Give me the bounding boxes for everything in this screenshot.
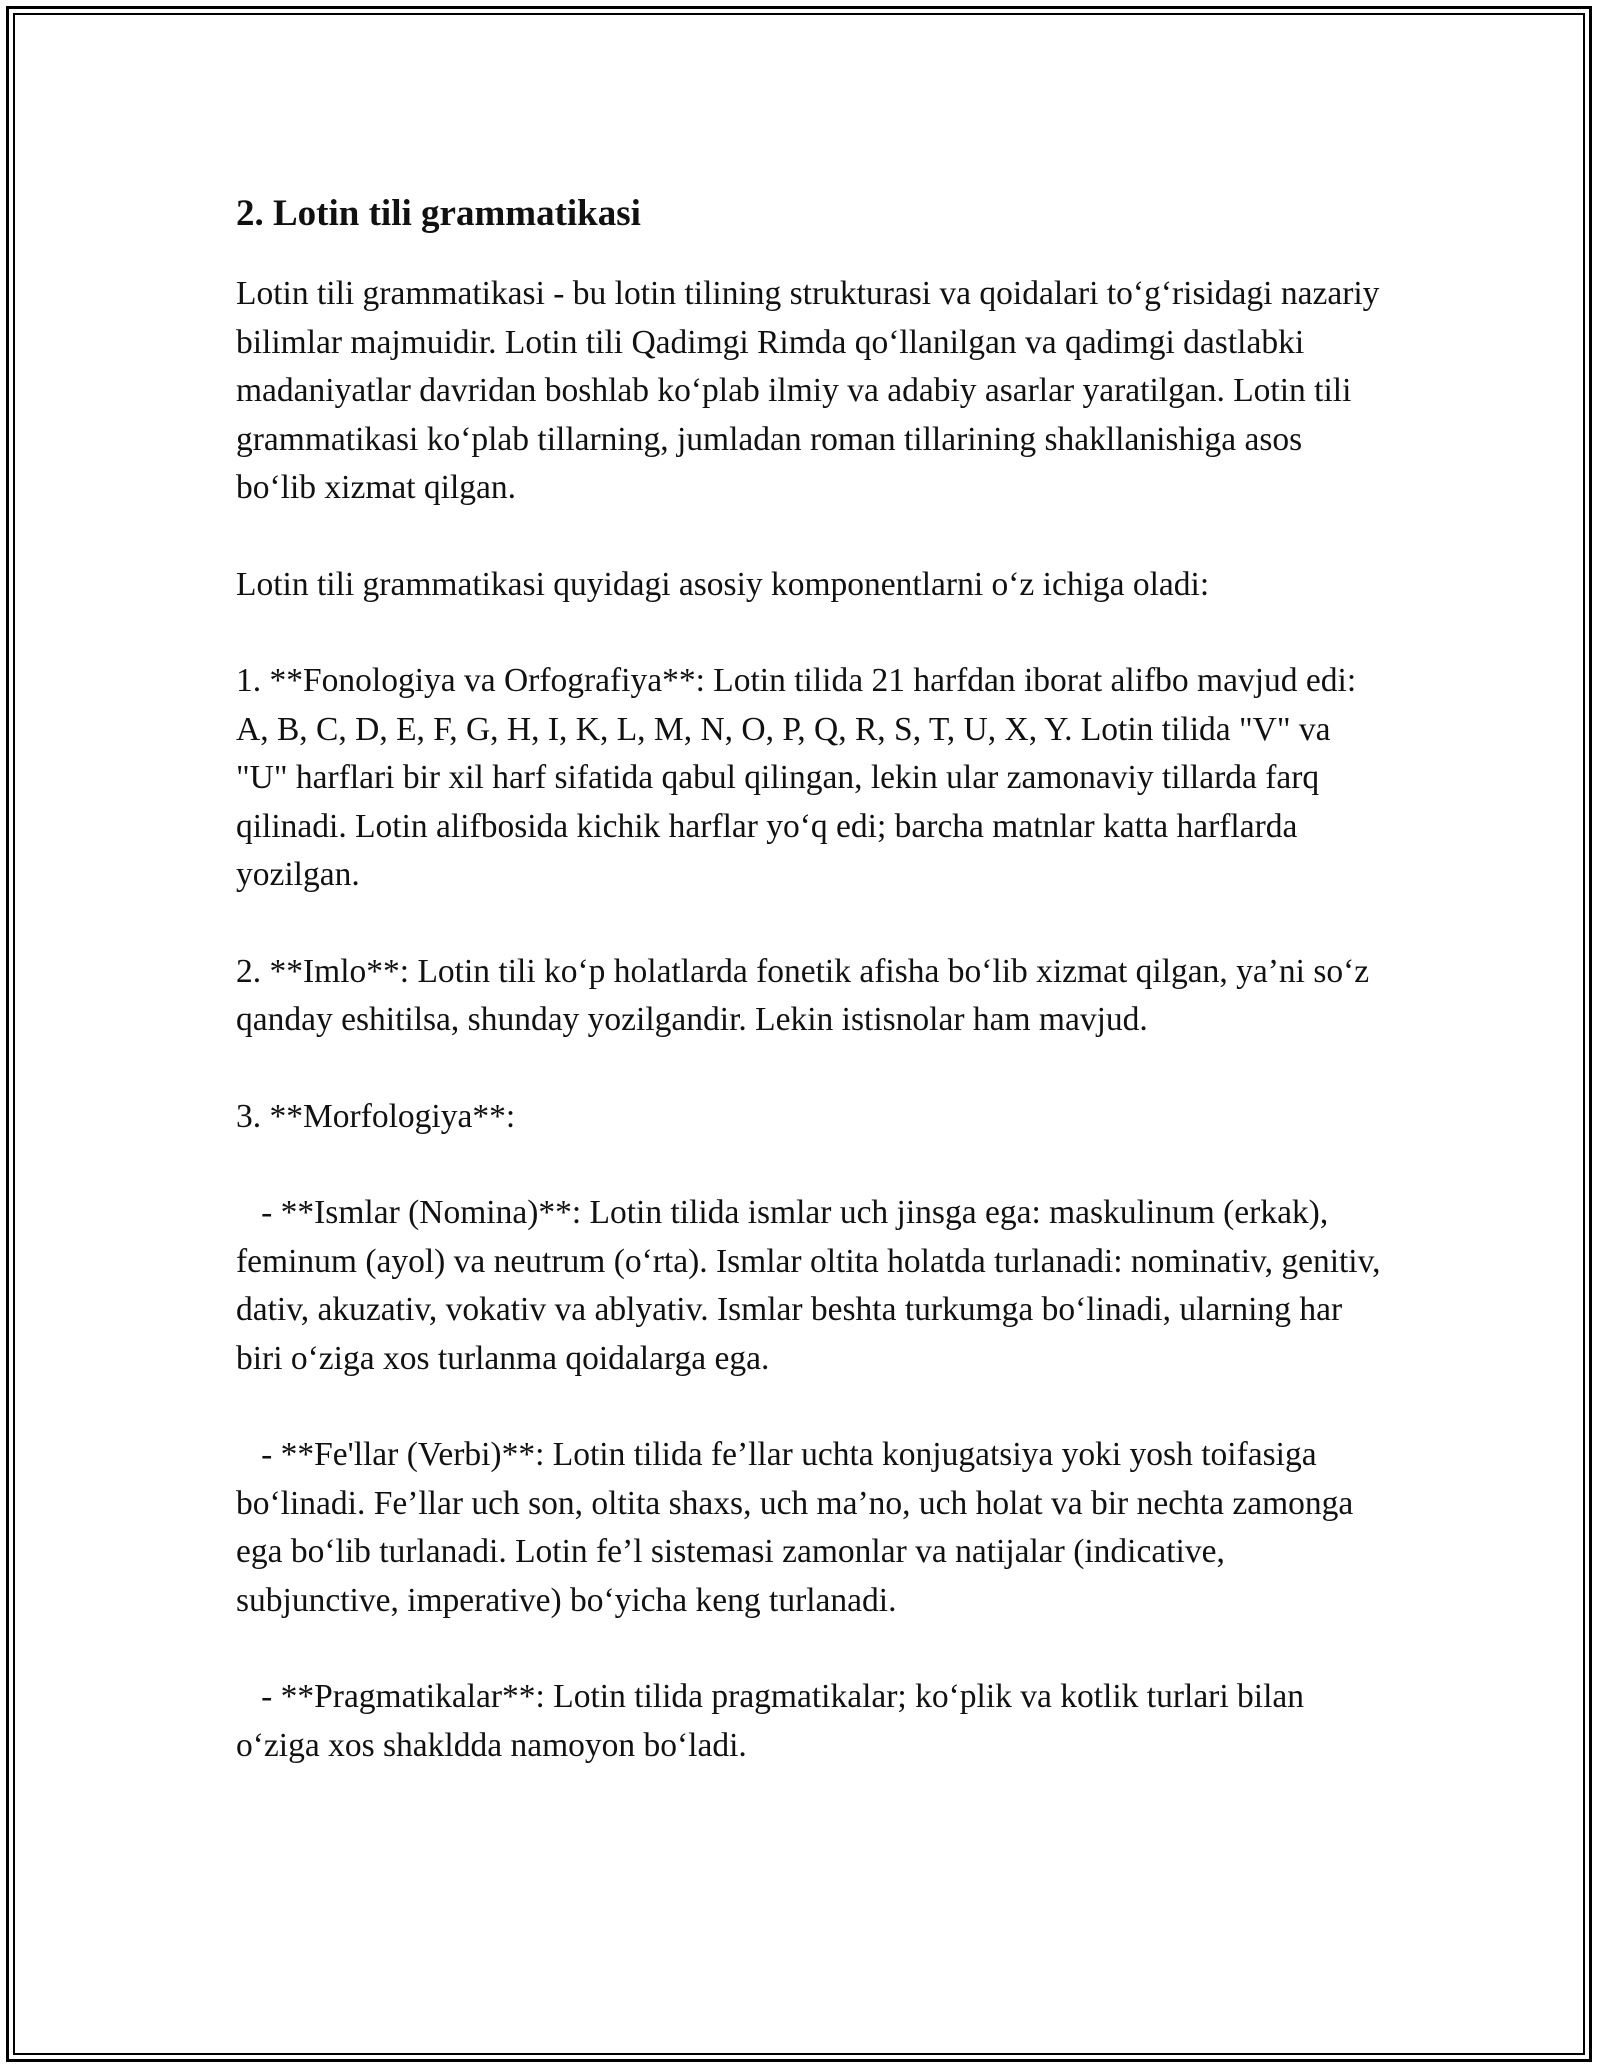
paragraph-verbs: - **Fe'llar (Verbi)**: Lotin tilida fe’llar uchta konjugatsiya yoki yosh toifasiga bo‘linadi. Fe’llar uch son, oltita shaxs, uch ma’no, uch holat va bir nechta zamonga ega bo‘lib turlanadi. Lotin fe’l sistemasi zamonlar va natijalar (indicative, subjunctive, imperative) bo‘yicha keng turlanadi. [236, 1436, 1362, 1619]
paragraph-phonology: 1. **Fonologiya va Orfografiya**: Lotin tilida 21 harfdan iborat alifbo mavjud edi: A, B, C, D, E, F, G, H, I, K, L, M, N, O, P, Q, R, S, T, U, X, Y. Lotin tilida "V" va "U" harflari bir xil harf sifatida qabul qilingan, lekin ular zamonaviy tillarda farq qilinadi. Lotin alifbosida kichik harflar yo‘q edi; barcha matnlar katta harflarda yozilgan. [236, 662, 1363, 893]
document-body [236, 188, 1389, 1818]
paragraph-components-lead: Lotin tili grammatikasi quyidagi asosiy komponentlarni o‘z ichiga oladi: [236, 565, 1210, 603]
paragraph-morphology-heading: 3. **Morfologiya**: [236, 1097, 516, 1135]
paragraph-intro: Lotin tili grammatikasi - bu lotin tilining strukturasi va qoidalari to‘g‘risidagi nazariy bilimlar majmuidir. Lotin tili Qadimgi Rimda qo‘llanilgan va qadimgi dastlabki madaniyatlar davridan boshlab ko‘plab ilmiy va adabiy asarlar yaratilgan. Lotin tili grammatikasi ko‘plab tillarning, jumladan roman tillarining shakllanishiga asos bo‘lib xizmat qilgan. [236, 275, 1388, 506]
paragraph-nouns: - **Ismlar (Nomina)**: Lotin tilida ismlar uch jinsga ega: maskulinum (erkak), feminum (ayol) va neutrum (o‘rta). Ismlar oltita holatda turlanadi: nominativ, genitiv, dativ, akuzativ, vokativ va ablyativ. Ismlar beshta turkumga bo‘linadi, ularning har biri o‘ziga xos turlanma qoidalarga ega. [236, 1194, 1389, 1377]
paragraph-spelling: 2. **Imlo**: Lotin tili ko‘p holatlarda fonetik afisha bo‘lib xizmat qilgan, ya’ni so‘z qanday eshitilsa, shunday yozilgandir. Lekin istisnolar ham mavjud. [236, 952, 1378, 1038]
paragraph-pragmatics: - **Pragmatikalar**: Lotin tilida pragmatikalar; ko‘plik va kotlik turlari bilan o‘ziga xos shakldda namoyon bo‘ladi. [236, 1678, 1313, 1764]
section-heading: 2. Lotin tili grammatikasi [236, 193, 641, 234]
